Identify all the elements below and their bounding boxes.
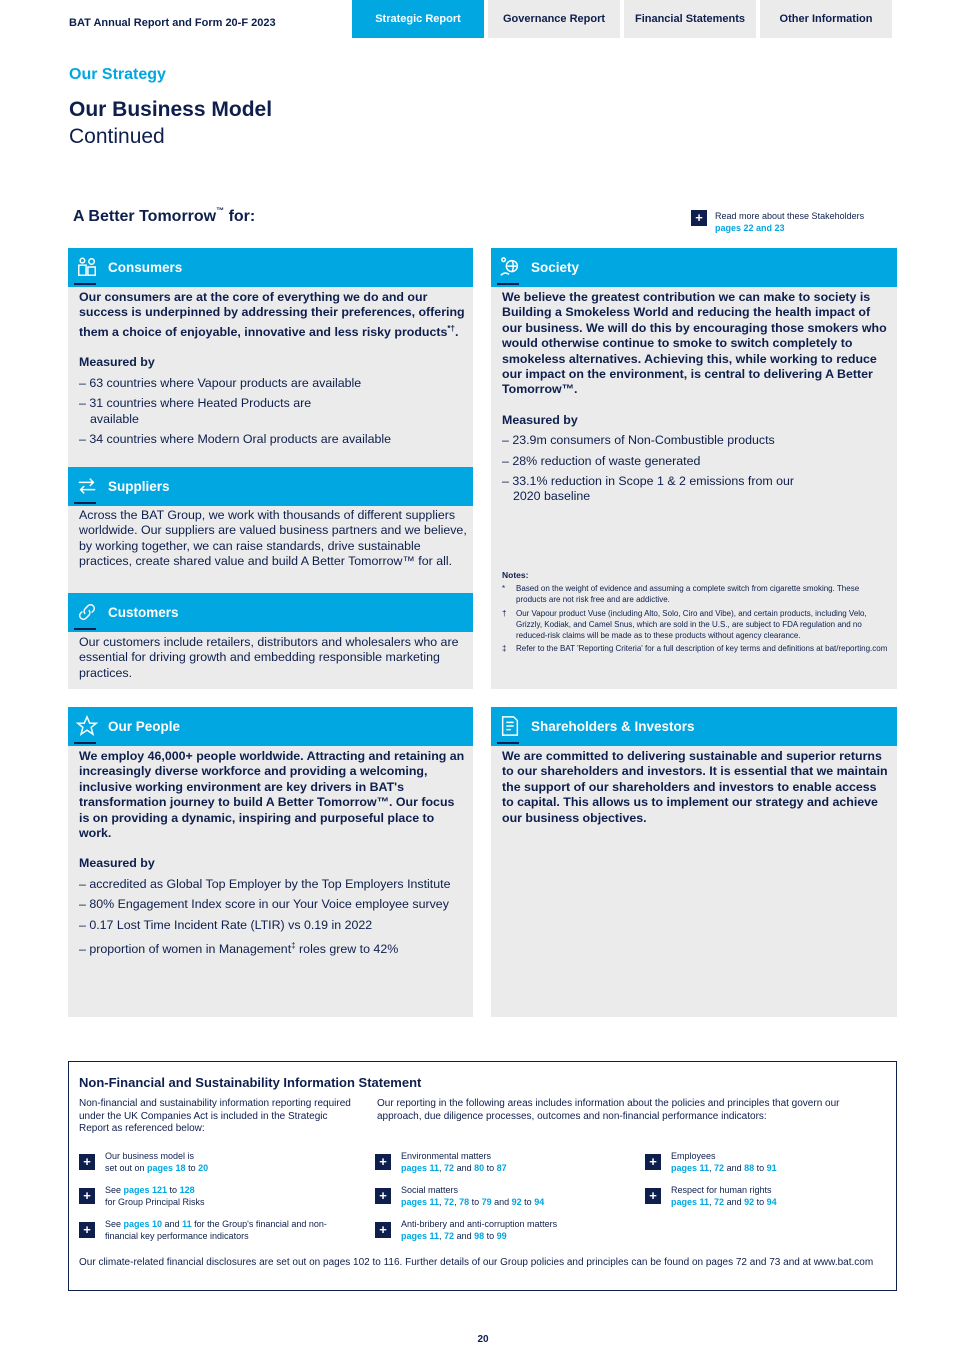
nfsis-environmental[interactable]: + Environmental matters pages 11, 72 and 80 to 87 <box>375 1151 507 1174</box>
notes-section: Notes: * Based on the weight of evidence and assuming a complete switch from cigarette smoking. These products are not risk free and are addictive. † Our Vapour product Vuse (including Alto, Solo, Ciro and Vibe), and certain products, including Velo, Grizzly, Kodiak, and Camel Snus, which are sold in the U.S., are subject to FDA regulation and no reduced-risk claims will be made as to these products without agency clearance. ‡ Refer to the BAT 'Reporting Criteria' for a full description of key terms and definitions at bat/reporting.com <box>502 570 888 654</box>
tab-strategic-report[interactable]: Strategic Report <box>352 0 484 38</box>
society-header: Society <box>491 248 897 287</box>
society-panel <box>491 248 897 689</box>
tab-other-information[interactable]: Other Information <box>760 0 892 38</box>
suppliers-header: Suppliers <box>68 467 473 506</box>
exchange-arrows-icon <box>74 473 102 501</box>
list-item: – accredited as Global Top Employer by the Top Employers Institute <box>79 876 451 891</box>
nfsis-box <box>68 1061 897 1291</box>
consumers-intro: Our consumers are at the core of everything we do and our success is underpinned by addressing their preferences, offering them a choice of enjoyable, innovative and less risky products*†. <box>79 290 465 339</box>
nfsis-intro-left: Non-financial and sustainability information reporting required under the UK Companies Act is included in the Strategic Report as referenced below: <box>79 1098 351 1135</box>
list-item: – 63 countries where Vapour products are available <box>79 375 362 390</box>
plus-icon: + <box>375 1188 391 1204</box>
document-title: BAT Annual Report and Form 20-F 2023 <box>69 17 276 29</box>
section-tabs <box>352 0 892 38</box>
plus-icon: + <box>79 1154 95 1170</box>
customers-text: Our customers include retailers, distributors and wholesalers who are essential for driving growth and embedding responsible marketing practices. <box>79 635 459 680</box>
customers-header: Customers <box>68 593 473 632</box>
nfsis-employees[interactable]: + Employees pages 11, 72 and 88 to 91 <box>645 1151 777 1174</box>
list-item: – 80% Engagement Index score in our Your Voice employee survey <box>79 897 449 912</box>
shareholders-text: We are committed to delivering sustainable and superior returns to our shareholders and investors. It is essential that we maintain the support of our shareholders and investors to enable access to capital. This allows us to implement our strategy and achieve our business objectives. <box>502 749 888 825</box>
page-title: Our Business Model <box>69 98 273 121</box>
note-item: † Our Vapour product Vuse (including Alto, Solo, Ciro and Vibe), and certain products, including Velo, Grizzly, Kodiak, and Camel Snus, which are sold in the U.S., are subject to FDA regulation and no reduced-risk claims will be made as to these products without agency clearance. <box>502 608 867 641</box>
nfsis-title: Non-Financial and Sustainability Information Statement <box>79 1075 422 1090</box>
society-measured-heading: Measured by <box>502 412 578 427</box>
suppliers-text: Across the BAT Group, we work with thousands of different suppliers worldwide. Our suppliers are valued business partners and we believe, by working together, we can raise standards, drive sustainable practices, create shared value and build A Better Tomorrow™ for all. <box>79 508 467 569</box>
nfsis-anti-bribery[interactable]: + Anti-bribery and anti-corruption matters pages 11, 72 and 98 to 99 <box>375 1219 557 1242</box>
plus-icon: + <box>79 1222 95 1238</box>
list-item: – 0.17 Lost Time Incident Rate (LTIR) vs 0.19 in 2022 <box>79 917 373 932</box>
list-item: – 23.9m consumers of Non-Combustible products <box>502 433 775 448</box>
plus-icon: + <box>79 1188 95 1204</box>
list-item: – 28% reduction of waste generated <box>502 453 701 468</box>
note-item: ‡ Refer to the BAT 'Reporting Criteria' for a full description of key terms and definitions at bat/reporting.com <box>502 644 888 654</box>
people-measured-heading: Measured by <box>79 856 155 871</box>
consumers-header: Consumers <box>68 248 473 287</box>
people-header: Our People <box>68 707 473 746</box>
nfsis-business-model[interactable]: + Our business model is set out on pages 18 to 20 <box>79 1151 208 1174</box>
consumers-icon <box>74 254 102 282</box>
plus-icon: + <box>375 1222 391 1238</box>
people-panel <box>68 707 473 1017</box>
nfsis-social[interactable]: + Social matters pages 11, 72, 78 to 79 and 92 to 94 <box>375 1185 544 1208</box>
plus-icon: + <box>645 1154 661 1170</box>
nfsis-kpis[interactable]: + See pages 10 and 11 for the Group's financial and non- financial key performance indicators <box>79 1219 327 1242</box>
stakeholders-pages-link[interactable]: pages 22 and 23 <box>715 223 785 233</box>
plus-icon: + <box>691 210 707 226</box>
nfsis-principal-risks[interactable]: + See pages 121 to 128 for Group Principal Risks <box>79 1185 205 1208</box>
nfsis-footer: Our climate-related financial disclosures are set out on pages 102 to 116. Further details of our Group policies and principles can be found on pages 72 and 73 and at www.bat.com <box>79 1257 874 1268</box>
nfsis-human-rights[interactable]: + Respect for human rights pages 11, 72 and 92 to 94 <box>645 1185 777 1208</box>
document-icon <box>497 713 525 741</box>
plus-icon: + <box>375 1154 391 1170</box>
star-icon <box>74 713 102 741</box>
tab-financial-statements[interactable]: Financial Statements <box>624 0 756 38</box>
globe-hand-icon <box>497 254 525 282</box>
consumers-suppliers-customers-panel <box>68 248 473 689</box>
note-item: * Based on the weight of evidence and assuming a complete switch from cigarette smoking. These products are not risk free and are addictive. <box>502 584 860 605</box>
shareholders-panel <box>491 707 897 1017</box>
read-more-stakeholders[interactable]: + Read more about these Stakeholders pages 22 and 23 <box>691 210 864 234</box>
list-item: – 33.1% reduction in Scope 1 & 2 emissions from our 2020 baseline <box>502 474 795 504</box>
consumers-measured-heading: Measured by <box>79 355 155 370</box>
link-chain-icon <box>74 599 102 627</box>
section-eyebrow: Our Strategy <box>69 66 166 83</box>
list-item: – 31 countries where Heated Products are available <box>79 396 312 426</box>
better-tomorrow-heading: A Better Tomorrow™ for: <box>73 206 256 225</box>
list-item: – proportion of women in Management‡ roles grew to 42% <box>79 941 399 957</box>
shareholders-header: Shareholders & Investors <box>491 707 897 746</box>
page-number: 20 <box>477 1334 489 1345</box>
plus-icon: + <box>645 1188 661 1204</box>
page-subtitle: Continued <box>69 125 165 148</box>
people-intro: We employ 46,000+ people worldwide. Attracting and retaining an increasingly diverse workforce and providing a welcoming, inclusive working environment are key drivers in BAT's transformation journey to build A Better Tomorrow™. Our focus is on providing a dynamic, inspiring and purposeful place to work. <box>79 749 465 841</box>
tab-governance-report[interactable]: Governance Report <box>488 0 620 38</box>
society-intro: We believe the greatest contribution we can make to society is Building a Smokeless World and reducing the health impact of our business. We will do this by encouraging those smokers who would otherwise continue to smoke to switch completely to smokeless alternatives. Achieving this, while working to reduce our impact on the environment, is central to delivering A Better Tomorrow™. <box>502 290 887 397</box>
list-item: – 34 countries where Modern Oral products are available <box>79 431 391 446</box>
nfsis-intro-right: Our reporting in the following areas includes information about the policies and principles that govern our approach, due diligence processes, outcomes and non-financial performance indicators: <box>377 1098 840 1122</box>
